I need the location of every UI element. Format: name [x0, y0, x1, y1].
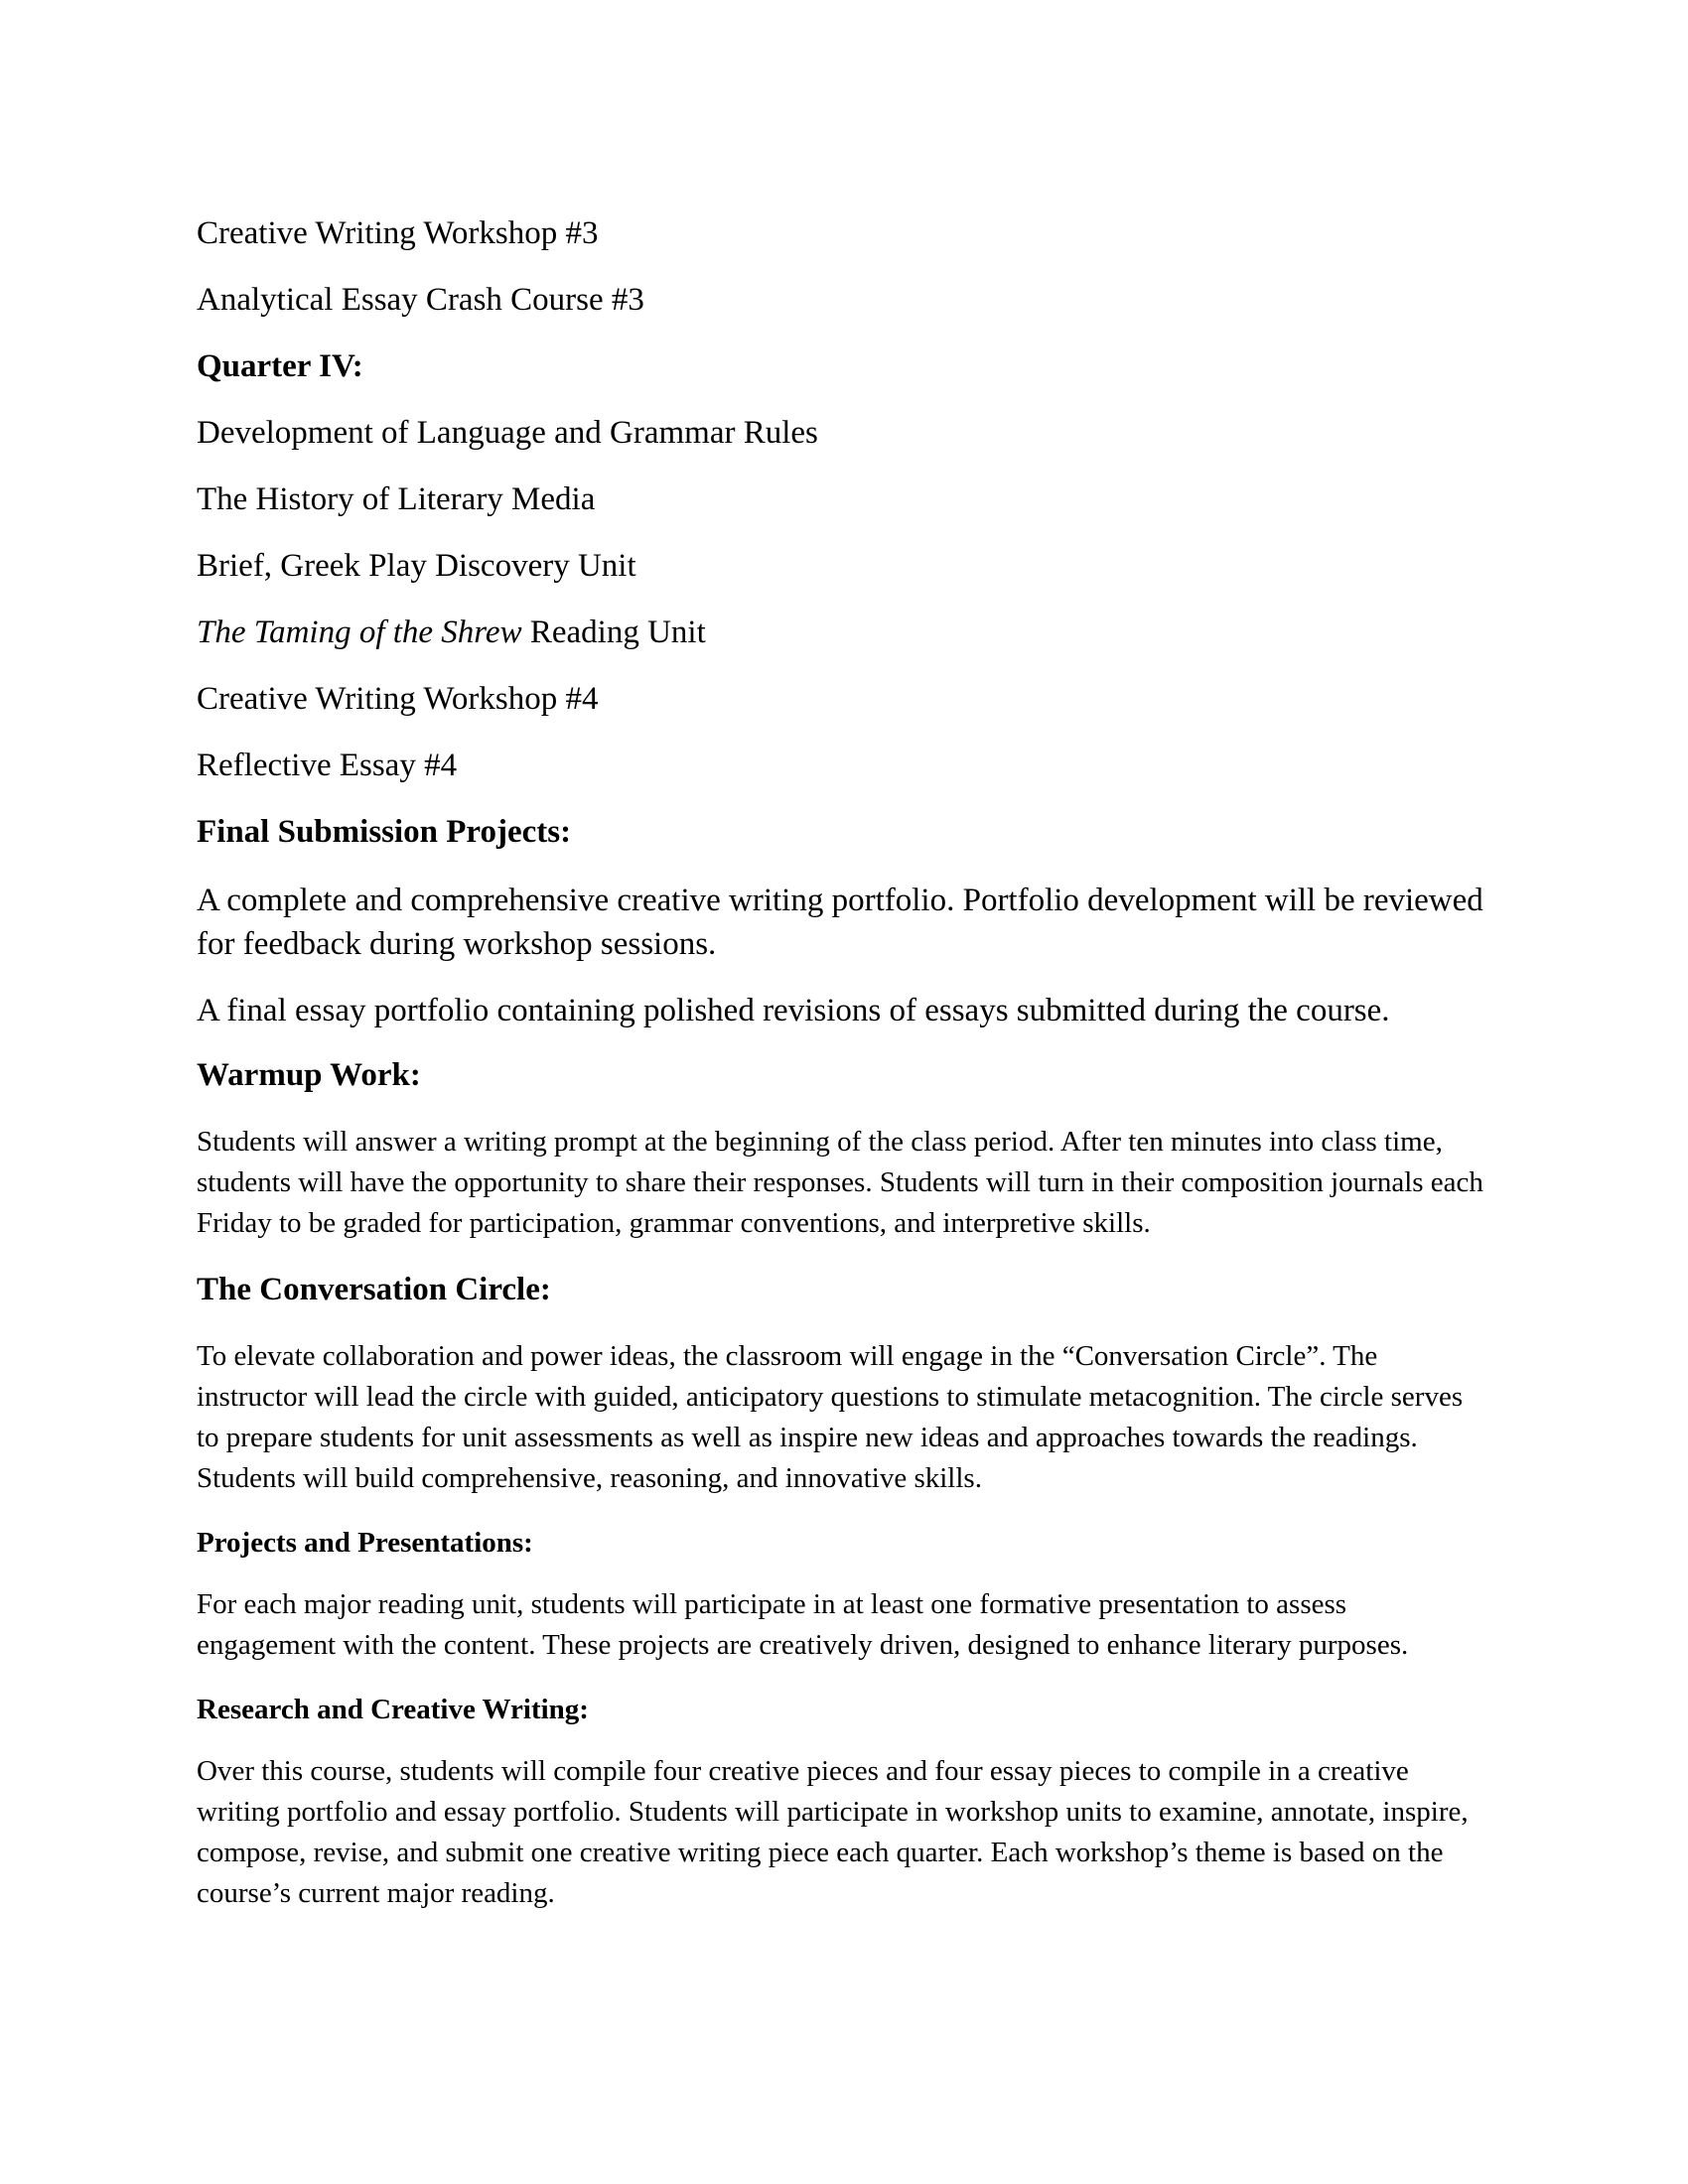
- paragraph: A complete and comprehensive creative writing portfolio. Portfolio development will be reviewed for feedback during workshop sessions.: [197, 883, 1483, 962]
- list-item-suffix: Reading Unit: [521, 614, 706, 650]
- paragraph: For each major reading unit, students will participate in at least one formative presentation to assess engagement with the content. These projects are creatively driven, designed to enhance literary purposes.: [197, 1588, 1409, 1661]
- paragraph: To elevate collaboration and power ideas, the classroom will engage in the “Conversation Circle”. The instructor will lead the circle with guided, anticipatory questions to stimulate metacognition. The circle serves to prepare students for unit assessments as well as inspire new ideas and approaches towards the readings. Students will build comprehensive, reasoning, and innovative skills.: [197, 1340, 1464, 1494]
- document-page: [197, 213, 1487, 1940]
- paragraph: Students will answer a writing prompt at the beginning of the class period. After ten minutes into class time, students will have the opportunity to share their responses. Students will turn in their composition journals each Friday to be graded for participation, grammar conventions, and interpretive skills.: [197, 1126, 1483, 1239]
- section-heading-final-submission: Final Submission Projects:: [197, 814, 572, 850]
- section-heading-conversation-circle: The Conversation Circle:: [197, 1272, 551, 1307]
- paragraph: A final essay portfolio containing polished revisions of essays submitted during the course.: [197, 993, 1390, 1028]
- list-item: Creative Writing Workshop #4: [197, 681, 599, 717]
- list-item: Brief, Greek Play Discovery Unit: [197, 548, 636, 584]
- paragraph: Over this course, students will compile four creative pieces and four essay pieces to compile in a creative writing portfolio and essay portfolio. Students will participate in workshop units to examine, annotate, inspire, compose, revise, and submit one creative writing piece each quarter. Each workshop’s theme is based on the course’s current major reading.: [197, 1755, 1469, 1909]
- list-item: Development of Language and Grammar Rules: [197, 415, 818, 451]
- list-item: [197, 613, 1487, 652]
- section-heading-research-creative: Research and Creative Writing:: [197, 1694, 589, 1725]
- list-item: Reflective Essay #4: [197, 748, 458, 783]
- list-item: Creative Writing Workshop #3: [197, 215, 599, 251]
- list-item: Analytical Essay Crash Course #3: [197, 282, 644, 318]
- section-heading-warmup: Warmup Work:: [197, 1057, 421, 1093]
- book-title: The Taming of the Shrew: [197, 614, 522, 650]
- section-heading-quarter-iv: Quarter IV:: [197, 348, 363, 384]
- section-heading-projects-presentations: Projects and Presentations:: [197, 1527, 533, 1559]
- list-item: The History of Literary Media: [197, 481, 596, 517]
